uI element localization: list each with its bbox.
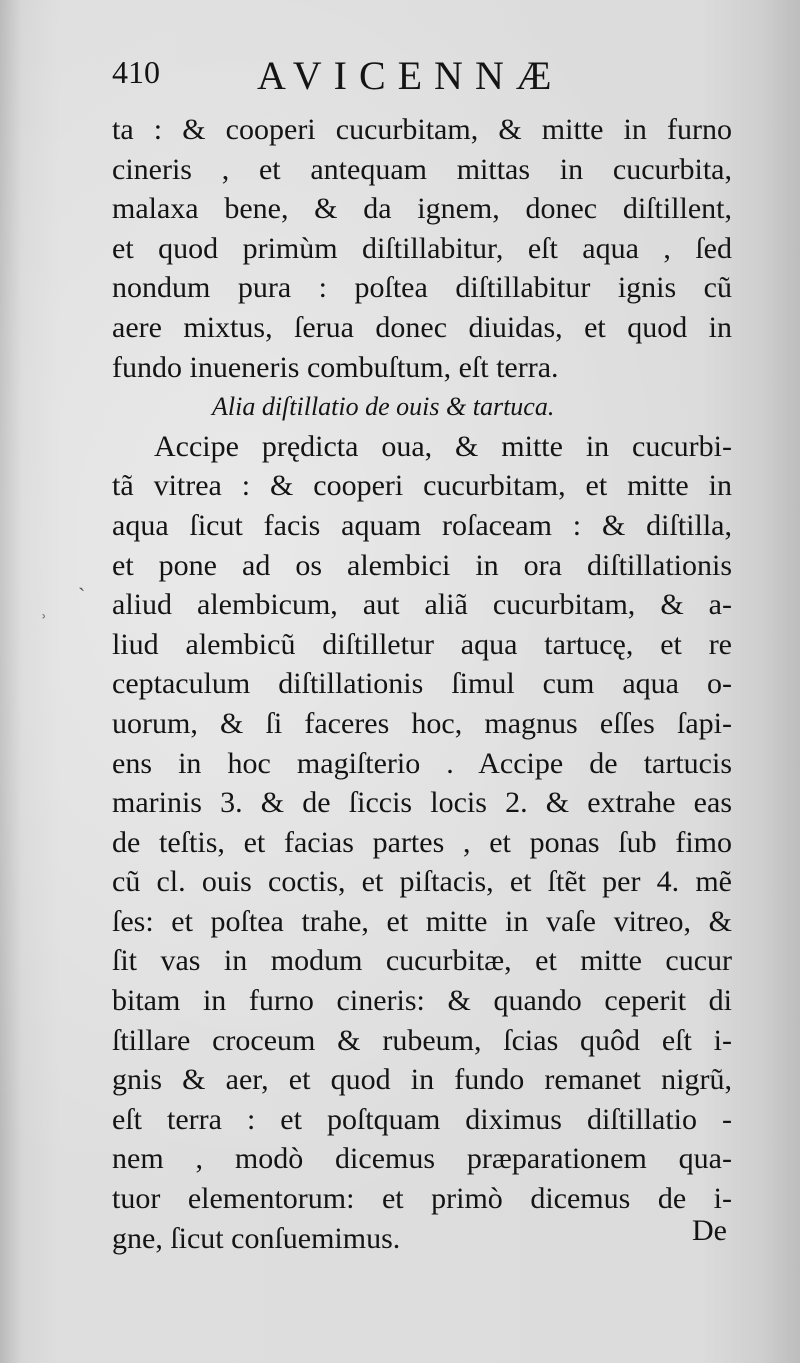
text-line: eſt terra : et poſtquam diximus diſtillatio - <box>112 1102 732 1136</box>
text-line: Accipe prędicta oua, & mitte in cucurbi- <box>154 429 732 463</box>
text-line: cũ cl. ouis coctis, et piſtacis, et ſtẽt per 4. mẽ <box>112 865 732 899</box>
text-line: cineris , et antequam mittas in cucurbita, <box>112 152 732 186</box>
text-line: fundo inueneris combuſtum, eſt terra. <box>112 350 559 384</box>
text-line: tuor elementorum: et primò dicemus de i- <box>112 1182 732 1216</box>
text-block <box>112 110 732 1258</box>
text-line: malaxa bene, & da ignem, donec diſtillent, <box>112 192 732 226</box>
text-line: uorum, & ſi faceres hoc, magnus eſſes ſapi- <box>112 706 732 740</box>
text-line: ſit vas in modum cucurbitæ, et mitte cucur <box>112 944 732 978</box>
text-line: aere mixtus, ſerua donec diuidas, et quod in <box>112 310 732 344</box>
text-line: liud alembicũ diſtilletur aqua tartucę, et re <box>112 627 732 661</box>
margin-mark: ʾ <box>40 610 48 635</box>
running-title: AVICENNÆ <box>257 53 564 98</box>
text-line: aliud alembicum, aut aliã cucurbitam, & a- <box>112 588 732 622</box>
text-line: marinis 3. & de ſiccis locis 2. & extrahe eas <box>112 786 732 820</box>
text-line: bitam in furno cineris: & quando ceperit di <box>112 984 732 1018</box>
text-line: ens in hoc magiſterio . Accipe de tartucis <box>112 746 732 780</box>
catchword: De <box>692 1214 727 1247</box>
text-line: de teſtis, et facias partes , et ponas ſub fimo <box>112 825 732 859</box>
text-line: aqua ſicut facis aquam roſaceam : & diſtilla, <box>112 508 732 542</box>
text-line: et quod primùm diſtillabitur, eſt aqua , ſed <box>112 231 732 265</box>
margin-mark: ˏ <box>78 566 86 591</box>
text-line: ſtillare croceum & rubeum, ſcias quôd eſt i- <box>112 1023 732 1057</box>
text-line: tã vitrea : & cooperi cucurbitam, et mitte in <box>112 469 732 503</box>
text-line: gne, ſicut conſuemimus. <box>112 1221 401 1255</box>
running-head <box>112 52 672 102</box>
text-line: et pone ad os alembici in ora diſtillationis <box>112 548 732 582</box>
text-line: ta : & cooperi cucurbitam, & mitte in furno <box>112 113 732 146</box>
text-line: ſes: et poſtea trahe, et mitte in vaſe vitreo, & <box>112 904 732 938</box>
section-subheading: Alia diſtillatio de ouis & tartuca. <box>212 392 555 422</box>
text-line: ceptaculum diſtillationis ſimul cum aqua o- <box>112 667 732 701</box>
text-line: nondum pura : poſtea diſtillabitur ignis cũ <box>112 271 732 305</box>
text-line: gnis & aer, et quod in fundo remanet nigrũ, <box>112 1063 732 1097</box>
text-line: nem , modò dicemus præparationem qua- <box>112 1142 732 1176</box>
page-number: 410 <box>112 54 160 90</box>
